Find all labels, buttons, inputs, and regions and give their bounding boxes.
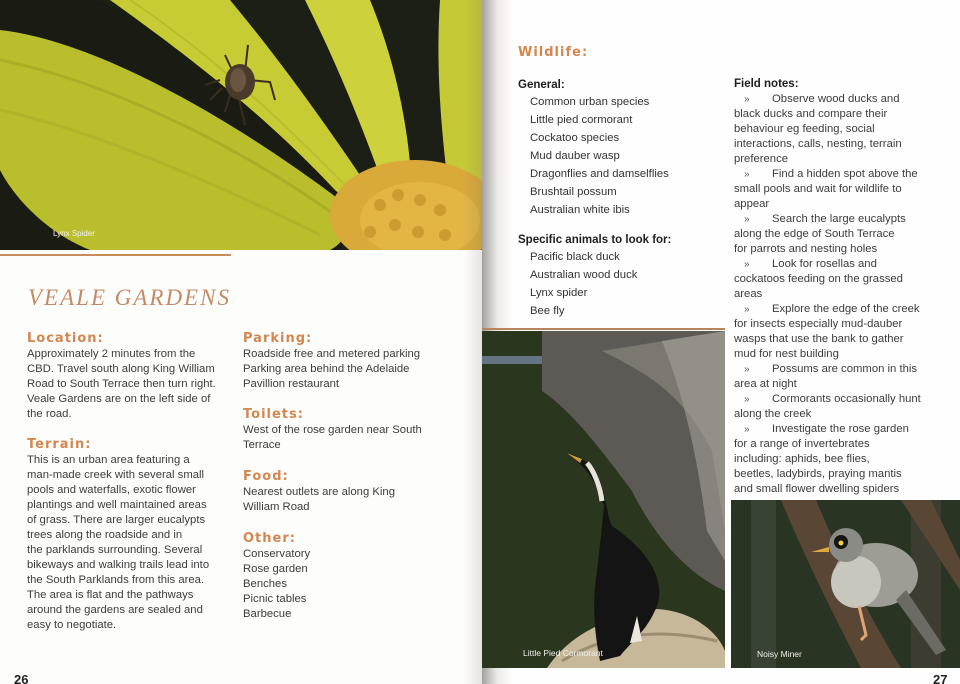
field-note-item bbox=[734, 92, 956, 107]
cormorant-illustration bbox=[482, 331, 725, 668]
text-line: of grass. There are larger eucalypts bbox=[27, 514, 206, 526]
field-note-item bbox=[734, 392, 956, 407]
text-line: Parking area behind the Adelaide bbox=[243, 363, 410, 375]
note-text: Observe wood ducks and bbox=[772, 93, 900, 105]
text-line: Road to South Terrace then turn right. bbox=[27, 378, 216, 390]
text-line: Terrace bbox=[243, 439, 281, 451]
toilets-section bbox=[243, 407, 458, 453]
note-text: black ducks and compare their bbox=[734, 108, 888, 120]
list-item: Cockatoo species bbox=[530, 132, 620, 144]
terrain-section bbox=[27, 437, 237, 633]
text-line: Picnic tables bbox=[243, 593, 307, 605]
text-line: CBD. Travel south along King William bbox=[27, 363, 215, 375]
divider-rule bbox=[0, 254, 231, 256]
note-text: behaviour eg feeding, social bbox=[734, 123, 875, 135]
text-line: easy to negotiate. bbox=[27, 619, 117, 631]
page-number-left: 26 bbox=[14, 672, 29, 684]
text-line: The area is flat and the pathways bbox=[27, 589, 194, 601]
note-text: for insects especially mud-dauber bbox=[734, 318, 903, 330]
text-line: the parklands surrounding. Several bbox=[27, 544, 203, 556]
bullet-chevron-icon: » bbox=[744, 94, 750, 105]
general-section bbox=[518, 78, 718, 219]
note-text: appear bbox=[734, 198, 770, 210]
note-text: for a range of invertebrates bbox=[734, 438, 870, 450]
field-notes-heading: Field notes: bbox=[734, 78, 799, 90]
text-line: the road. bbox=[27, 408, 72, 420]
text-line: William Road bbox=[243, 501, 310, 513]
bullet-chevron-icon: » bbox=[744, 394, 750, 405]
noisy-miner-illustration bbox=[731, 500, 960, 668]
text-line: around the gardens are sealed and bbox=[27, 604, 203, 616]
note-text: cockatoos feeding on the grassed bbox=[734, 273, 903, 285]
note-text: Explore the edge of the creek bbox=[772, 303, 920, 315]
parking-text bbox=[243, 347, 458, 392]
field-note-item bbox=[734, 257, 956, 272]
note-text: Cormorants occasionally hunt bbox=[772, 393, 921, 405]
specific-heading: Specific animals to look for: bbox=[518, 234, 672, 246]
terrain-text bbox=[27, 453, 237, 633]
other-text bbox=[243, 547, 458, 622]
list-item: Common urban species bbox=[530, 96, 650, 108]
lynx-spider-photo bbox=[0, 0, 482, 250]
hero-caption: Lynx Spider bbox=[53, 229, 95, 238]
list-item: Mud dauber wasp bbox=[530, 150, 620, 162]
note-text: interactions, calls, nesting, terrain bbox=[734, 138, 902, 150]
parking-heading: Parking: bbox=[243, 331, 313, 346]
text-line: West of the rose garden near South bbox=[243, 424, 422, 436]
text-line: Roadside free and metered parking bbox=[243, 348, 421, 360]
text-line: trees along the roadside and in bbox=[27, 529, 183, 541]
note-text: including: aphids, bee flies, bbox=[734, 453, 870, 465]
text-line: This is an urban area featuring a bbox=[27, 454, 190, 466]
field-note-item bbox=[734, 422, 956, 437]
text-line: Benches bbox=[243, 578, 287, 590]
bullet-chevron-icon: » bbox=[744, 364, 750, 375]
field-note-item bbox=[734, 167, 956, 182]
list-item: Australian white ibis bbox=[530, 204, 630, 216]
text-line: pools and waterfalls, exotic flower bbox=[27, 484, 196, 496]
field-note-item bbox=[734, 212, 956, 227]
text-line: Barbecue bbox=[243, 608, 292, 620]
noisy-miner-caption: Noisy Miner bbox=[757, 649, 802, 659]
general-list bbox=[518, 93, 718, 219]
note-text: for parrots and nesting holes bbox=[734, 243, 878, 255]
field-notes-section bbox=[734, 77, 956, 497]
note-text: mud for nest building bbox=[734, 348, 839, 360]
toilets-heading: Toilets: bbox=[243, 407, 304, 422]
text-line: Rose garden bbox=[243, 563, 308, 575]
list-item: Bee fly bbox=[530, 305, 565, 317]
page-title: VEALE GARDENS bbox=[28, 285, 231, 310]
divider-rule bbox=[482, 328, 725, 330]
text-line: Conservatory bbox=[243, 548, 311, 560]
specific-section bbox=[518, 233, 723, 320]
list-item: Little pied cormorant bbox=[530, 114, 633, 126]
wildlife-heading: Wildlife: bbox=[518, 45, 589, 60]
note-text: Look for rosellas and bbox=[772, 258, 877, 270]
note-text: along the creek bbox=[734, 408, 812, 420]
note-text: area at night bbox=[734, 378, 797, 390]
toilets-text bbox=[243, 423, 458, 453]
note-text: preference bbox=[734, 153, 789, 165]
list-item: Australian wood duck bbox=[530, 269, 638, 281]
note-text: Investigate the rose garden bbox=[772, 423, 909, 435]
bullet-chevron-icon: » bbox=[744, 259, 750, 270]
bullet-chevron-icon: » bbox=[744, 169, 750, 180]
note-text: small pools and wait for wildlife to bbox=[734, 183, 902, 195]
food-section bbox=[243, 469, 458, 515]
note-text: Search the large eucalypts bbox=[772, 213, 906, 225]
text-line: man-made creek with several small bbox=[27, 469, 205, 481]
note-text: areas bbox=[734, 288, 763, 300]
general-heading: General: bbox=[518, 79, 565, 91]
cormorant-caption: Little Pied Cormorant bbox=[523, 648, 603, 658]
location-text bbox=[27, 347, 237, 422]
list-item: Brushtail possum bbox=[530, 186, 617, 198]
list-item: Dragonflies and damselflies bbox=[530, 168, 669, 180]
flower-illustration bbox=[0, 0, 482, 250]
bullet-chevron-icon: » bbox=[744, 304, 750, 315]
specific-list bbox=[518, 248, 723, 320]
location-section bbox=[27, 331, 237, 422]
noisy-miner-photo bbox=[731, 500, 960, 668]
location-heading: Location: bbox=[27, 331, 104, 346]
list-item: Lynx spider bbox=[530, 287, 588, 299]
cormorant-photo bbox=[482, 331, 725, 668]
text-line: Veale Gardens are on the left side of bbox=[27, 393, 211, 405]
terrain-heading: Terrain: bbox=[27, 437, 92, 452]
field-note-item bbox=[734, 362, 956, 377]
note-text: beetles, ladybirds, praying mantis bbox=[734, 468, 902, 480]
spine-shadow bbox=[464, 0, 482, 684]
note-text: and small flower dwelling spiders bbox=[734, 483, 900, 495]
food-heading: Food: bbox=[243, 469, 289, 484]
other-section bbox=[243, 531, 458, 622]
list-item: Pacific black duck bbox=[530, 251, 620, 263]
note-text: Possums are common in this bbox=[772, 363, 918, 375]
other-heading: Other: bbox=[243, 531, 296, 546]
note-text: along the edge of South Terrace bbox=[734, 228, 895, 240]
text-line: plantings and well maintained areas bbox=[27, 499, 207, 511]
text-line: bikeways and walking trails lead into bbox=[27, 559, 210, 571]
text-line: the South Parklands from this area. bbox=[27, 574, 205, 586]
bullet-chevron-icon: » bbox=[744, 214, 750, 225]
bullet-chevron-icon: » bbox=[744, 424, 750, 435]
text-line: Nearest outlets are along King bbox=[243, 486, 395, 498]
text-line: Approximately 2 minutes from the bbox=[27, 348, 196, 360]
food-text bbox=[243, 485, 458, 515]
field-notes-list bbox=[734, 92, 956, 497]
text-line: Pavillion restaurant bbox=[243, 378, 340, 390]
parking-section bbox=[243, 331, 458, 392]
note-text: Find a hidden spot above the bbox=[772, 168, 918, 180]
field-note-item bbox=[734, 302, 956, 317]
page-number-right: 27 bbox=[933, 672, 948, 684]
note-text: wasps that use the bank to gather bbox=[734, 333, 904, 345]
